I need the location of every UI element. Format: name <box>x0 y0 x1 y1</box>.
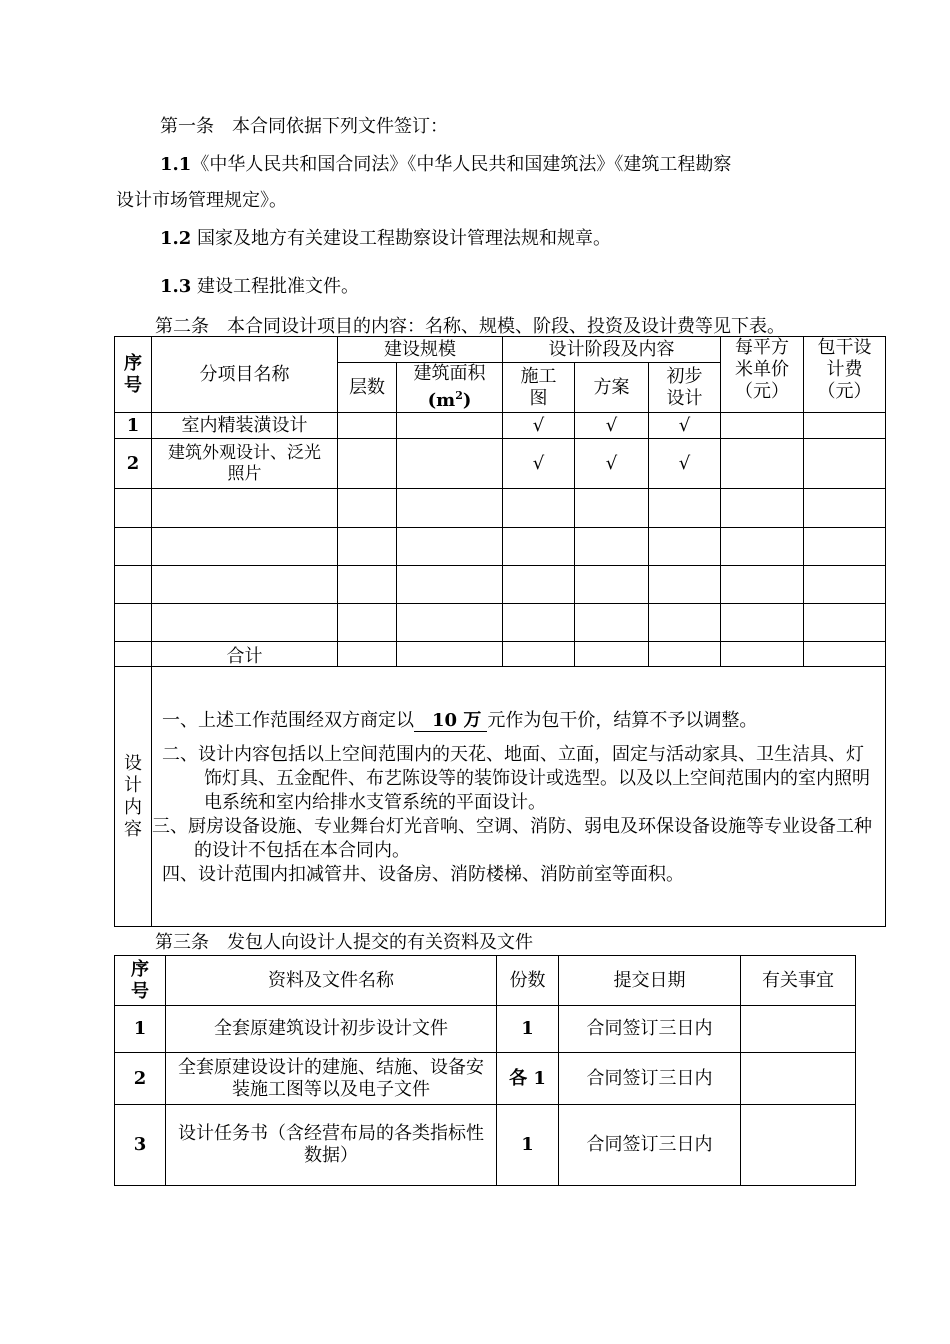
header-lump-fee: 包干设 计费 （元） <box>804 337 886 413</box>
header-prelim: 初步 设计 <box>649 363 721 413</box>
documents-table <box>114 955 856 1186</box>
item1-text: 《中华人民共和国合同法》《中华人民共和国建筑法》《建筑工程勘察 <box>191 154 732 175</box>
article1-item1 <box>160 154 731 176</box>
check-mark: √ <box>575 439 649 489</box>
article1-item1-cont: 设计市场管理规定》。 <box>116 190 287 211</box>
article1-item3 <box>160 276 359 298</box>
table-row: 1 室内精装潢设计 √ √ √ <box>115 413 886 439</box>
table-row: 1 全套原建筑设计初步设计文件 1 合同签订三日内 <box>115 1006 856 1053</box>
header-seq: 序 号 <box>115 956 166 1006</box>
header-copies: 份数 <box>497 956 559 1006</box>
header-stage: 设计阶段及内容 <box>503 337 721 363</box>
header-unit-price: 每平方 米单价 （元） <box>721 337 804 413</box>
item2-text: 国家及地方有关建设工程勘察设计管理法规和规章。 <box>191 228 612 249</box>
header-scheme: 方案 <box>575 363 649 413</box>
header-remarks: 有关事宜 <box>741 956 856 1006</box>
table-row: 3 设计任务书（含经营布局的各类指标性数据） 1 合同签订三日内 <box>115 1105 856 1186</box>
item3-number: 1.3 <box>160 276 192 297</box>
scope-content <box>152 667 886 927</box>
header-item-name: 分项目名称 <box>152 337 338 413</box>
empty-row <box>115 604 886 642</box>
design-items-table <box>114 336 886 927</box>
check-mark: √ <box>649 439 721 489</box>
header-construction: 施工 图 <box>503 363 575 413</box>
total-row <box>115 642 886 667</box>
item3-text: 建设工程批准文件。 <box>191 276 360 297</box>
check-mark: √ <box>503 413 575 439</box>
check-mark: √ <box>503 439 575 489</box>
scope-para-2: 二、设计内容包括以上空间范围内的天花、地面、立面，固定与活动家具、卫生洁具、灯饰灯具、五金配件、布艺陈设等的装饰设计或选型。以及以上空间范围内的室内照明电系统和室内给排水支管系统的平面设计。 <box>162 744 870 813</box>
header-seq: 序 号 <box>115 337 152 413</box>
lump-sum-amount: 10 万 <box>414 711 487 732</box>
header-area: 建筑面积 $(m^2)$ <box>397 363 503 413</box>
scope-para-4: 四、设计范围内扣减管井、设备房、消防楼梯、消防前室等面积。 <box>162 864 684 885</box>
header-doc-name: 资料及文件名称 <box>166 956 497 1006</box>
article1-item2 <box>160 228 611 250</box>
header-scale: 建设规模 <box>338 337 503 363</box>
table-row: 2 建筑外观设计、泛光照片 √ √ √ <box>115 439 886 489</box>
empty-row <box>115 489 886 528</box>
item2-number: 1.2 <box>160 228 192 249</box>
article3-title: 第三条 发包人向设计人提交的有关资料及文件 <box>155 932 533 953</box>
total-label: 合计 <box>152 642 338 667</box>
item1-number: 1.1 <box>160 154 192 175</box>
empty-row <box>115 528 886 566</box>
header-floors: 层数 <box>338 363 397 413</box>
scope-row <box>115 667 886 927</box>
article1-title: 第一条 本合同依据下列文件签订： <box>160 116 448 137</box>
scope-para-1: 一、上述工作范围经双方商定以 10 万 元作为包干价，结算不予以调整。 <box>162 710 758 731</box>
article2-title: 第二条 本合同设计项目的内容：名称、规模、阶段、投资及设计费等见下表。 <box>155 316 785 337</box>
check-mark: √ <box>575 413 649 439</box>
table-row: 2 全套原建设设计的建施、结施、设备安装施工图等以及电子文件 各 1 合同签订三日内 <box>115 1053 856 1105</box>
check-mark: √ <box>649 413 721 439</box>
header-date: 提交日期 <box>559 956 741 1006</box>
scope-label: 设 计 内 容 <box>115 667 152 927</box>
empty-row <box>115 566 886 604</box>
scope-para-3: 三、厨房设备设施、专业舞台灯光音响、空调、消防、弱电及环保设备设施等专业设备工种的设计不包括在本合同内。 <box>152 816 872 861</box>
